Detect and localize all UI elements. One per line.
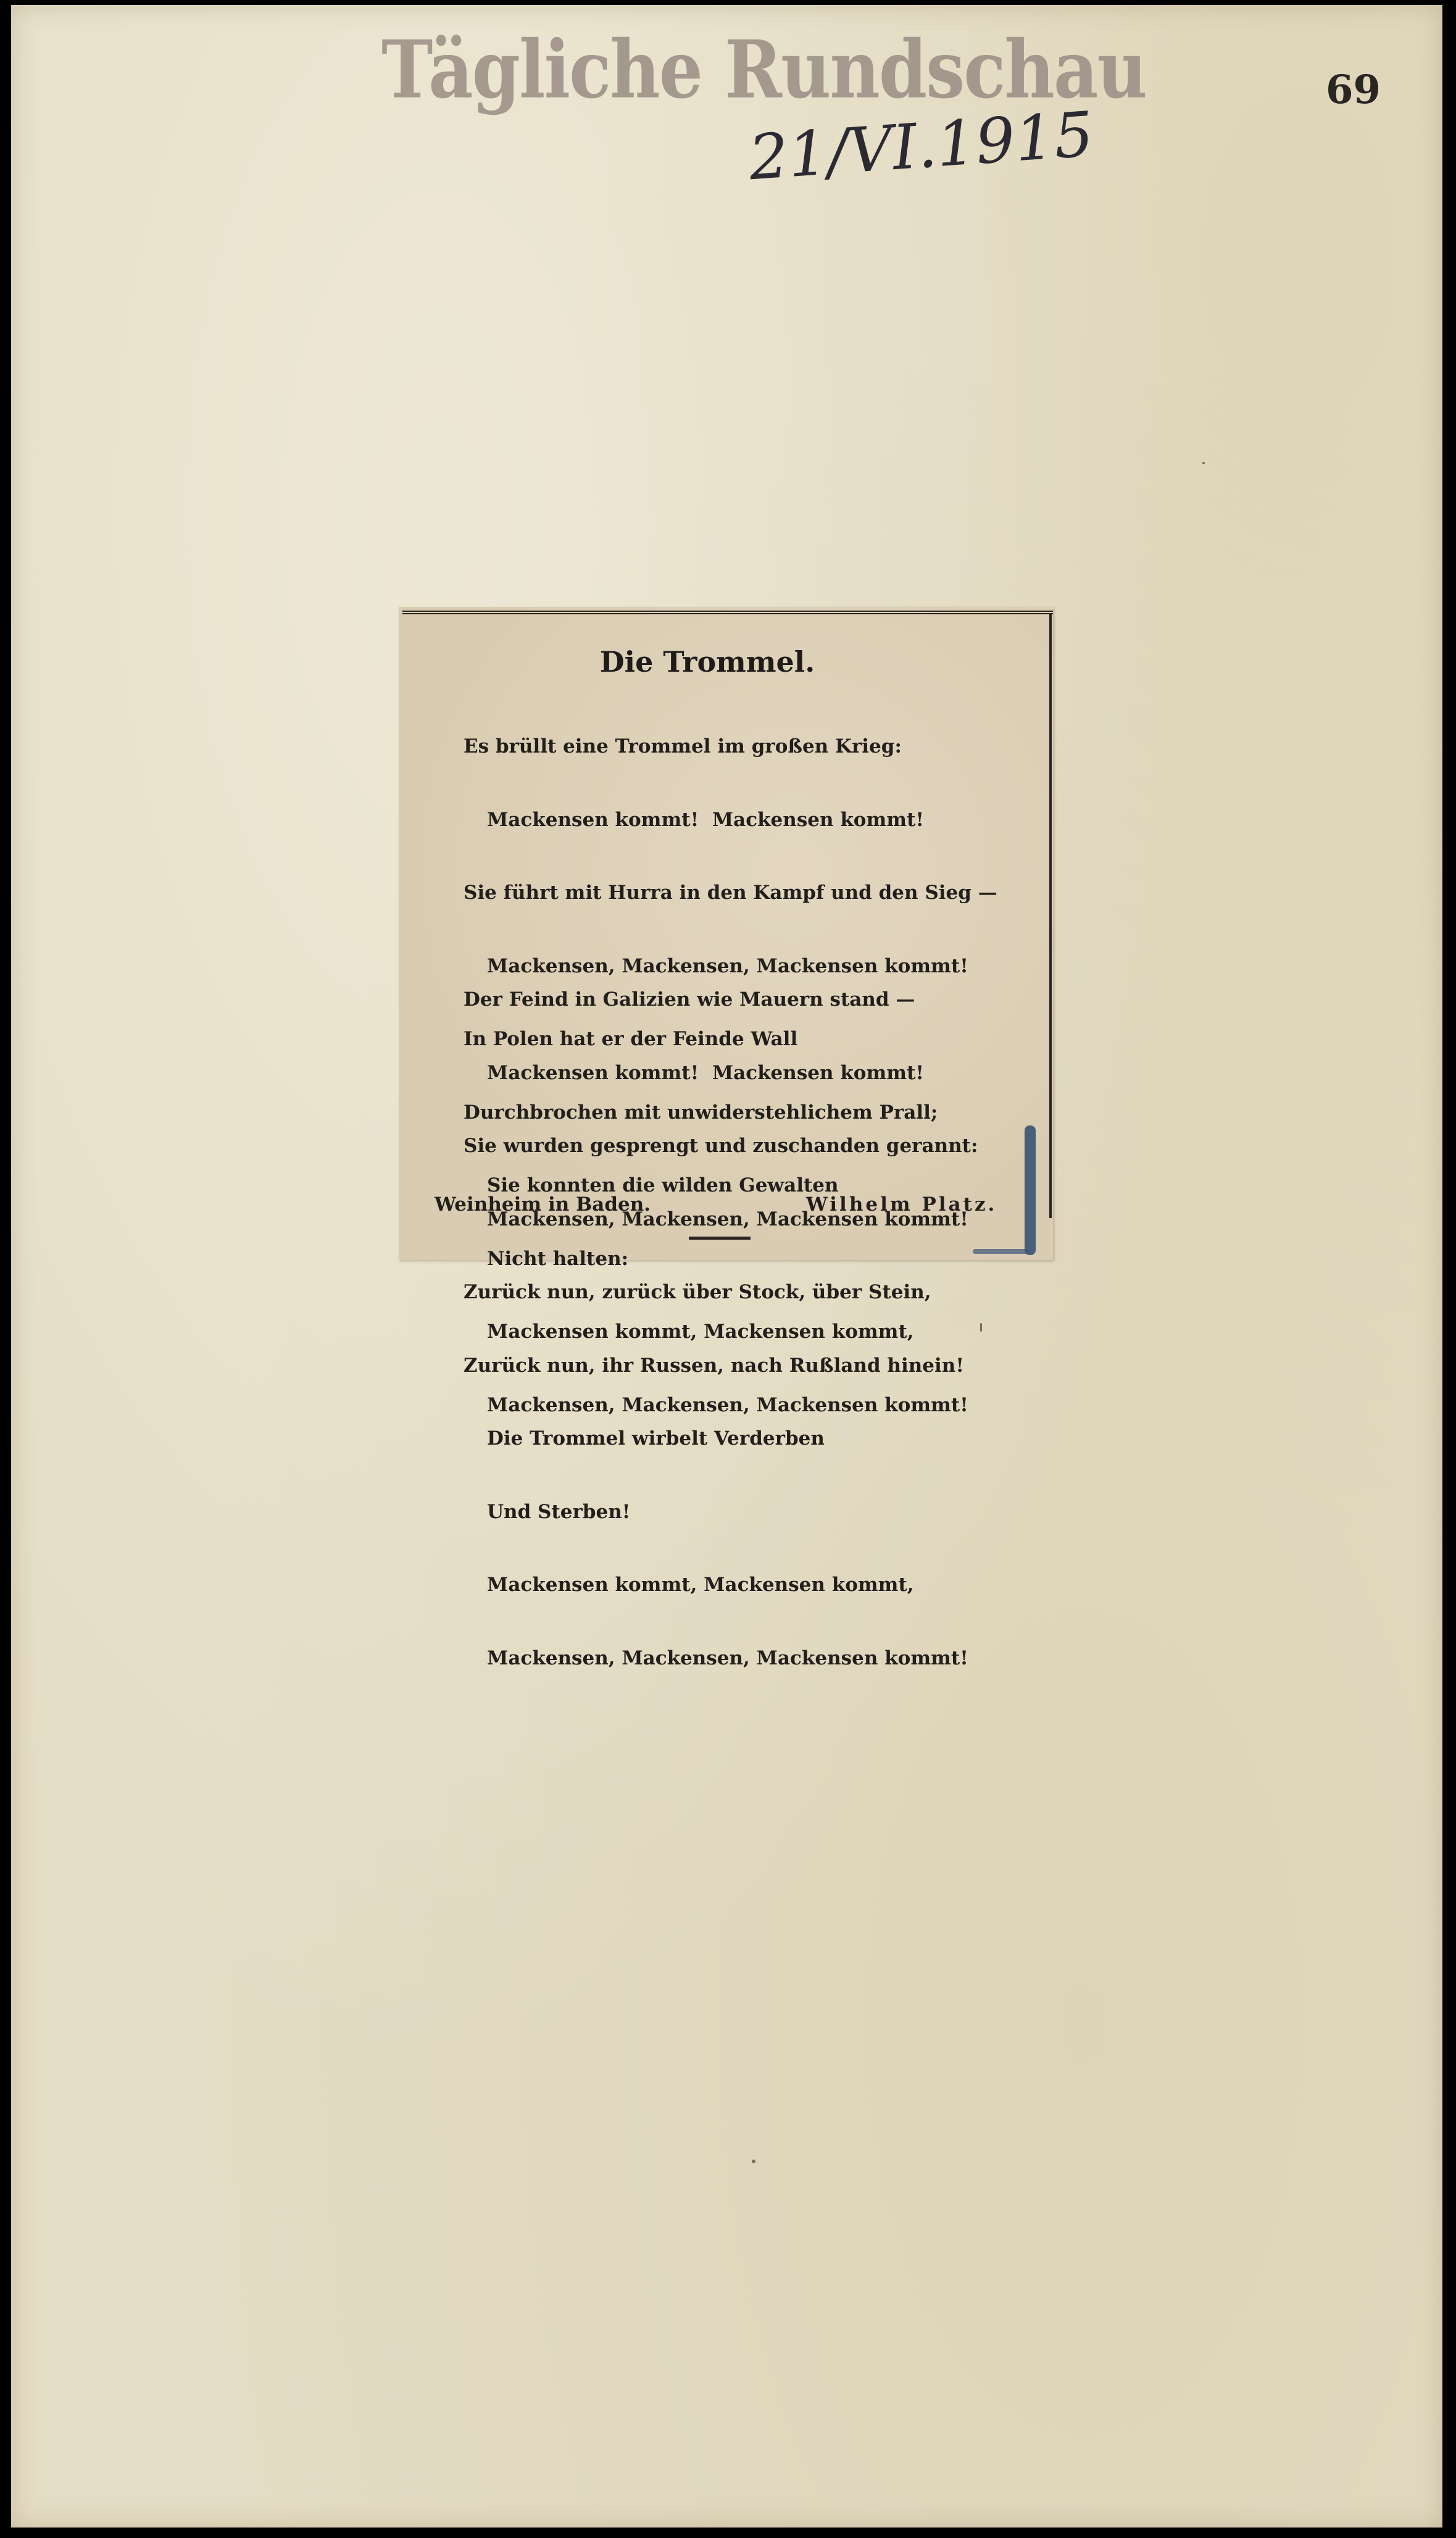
poem-line: Mackensen kommt! Mackensen kommt! [487,1061,925,1084]
handwritten-date: 21/VI.1915 [746,98,1096,194]
end-rule [689,1237,751,1240]
poem-line: In Polen hat er der Feinde Wall [464,1028,798,1050]
paper-speck [1202,462,1205,464]
poem-line: Es brüllt eine Trommel im großen Krieg: [464,735,902,758]
poem-stanza-2 [464,939,978,1719]
clipping-top-rule [402,611,1053,614]
clipping-right-rule [1049,613,1052,1218]
newspaper-clipping [399,607,1053,1669]
poem-line: Sie führt mit Hurra in den Kampf und den Sieg — [464,882,997,904]
newspaper-stamp: Tägliche Rundschau [381,23,1146,117]
paper-speck [980,1323,982,1332]
poem-line: Mackensen, Mackensen, Mackensen kommt! [487,1208,968,1230]
blue-pencil-mark [1025,1125,1036,1255]
poem-line: Und Sterben! [487,1500,631,1523]
poem-line: Mackensen, Mackensen, Mackensen kommt! [487,1393,968,1416]
poem-line: Durchbrochen mit unwiderstehlichem Prall; [464,1101,938,1124]
poem-line: Nicht halten: [487,1247,629,1270]
paper-speck [752,2160,755,2163]
poem-line: Zurück nun, ihr Russen, nach Rußland hinein! [464,1354,964,1377]
poem-line: Der Feind in Galizien wie Mauern stand — [464,988,915,1011]
page-number: 69 [1326,67,1381,113]
poem-line: Mackensen kommt, Mackensen kommt, [487,1321,914,1343]
poem-title: Die Trommel. [599,645,815,678]
poem-line: Mackensen, Mackensen, Mackensen kommt! [487,1647,968,1669]
poem-line: Zurück nun, zurück über Stock, über Stein, [464,1281,931,1303]
poem-line: Mackensen kommt, Mackensen kommt, [487,1574,914,1596]
poem-line: Mackensen, Mackensen, Mackensen kommt! [487,954,968,977]
poem-line: Sie wurden gesprengt und zuschanden gerannt: [464,1135,978,1157]
poem-line: Mackensen kommt! Mackensen kommt! [487,808,925,831]
poem-line: Sie konnten die wilden Gewalten [487,1174,839,1196]
poem-line: Die Trommel wirbelt Verderben [487,1427,825,1450]
archive-sheet [11,5,1442,2528]
poem-author: Wilhelm Platz. [806,1193,997,1216]
poem-place: Weinheim in Baden. [435,1193,651,1216]
